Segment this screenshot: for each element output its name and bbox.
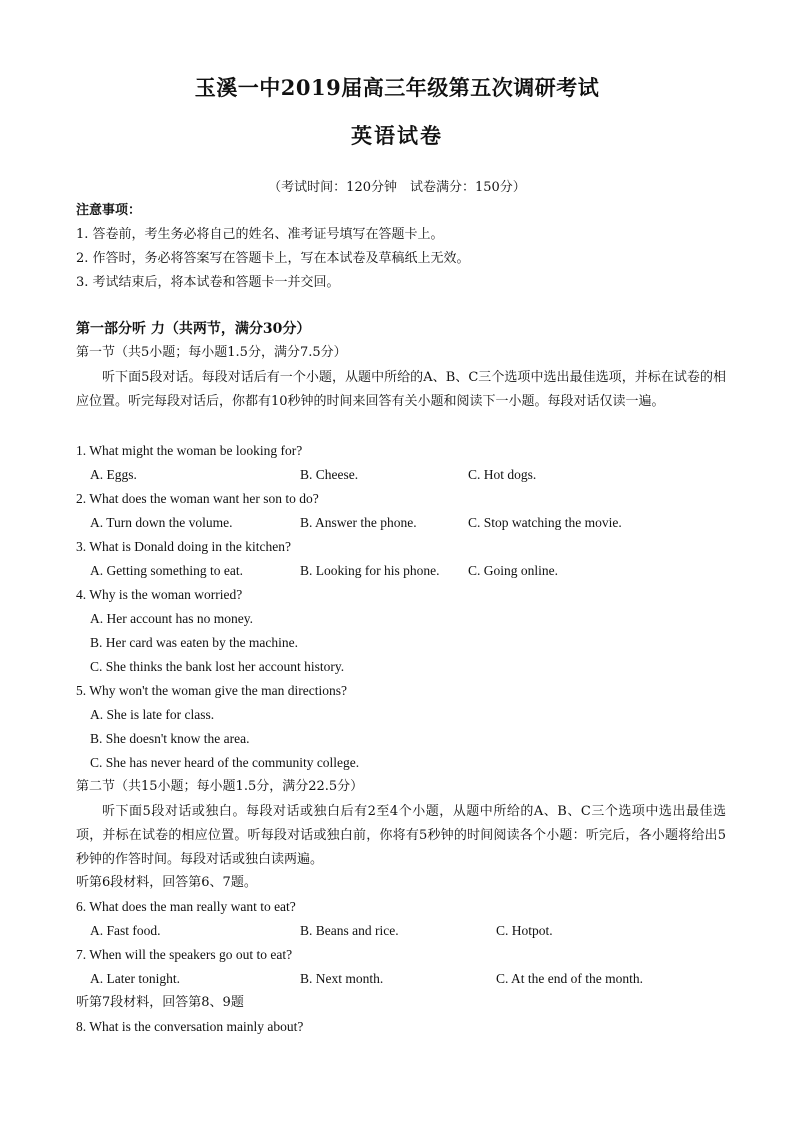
material-7-heading: 听第7段材料，回答第8、9题 — [76, 995, 244, 1010]
q3-option-c: C. Going online. — [468, 563, 558, 578]
exam-info: （考试时间：120分钟 试卷满分：150分） — [268, 180, 526, 195]
q6-option-b: B. Beans and rice. — [300, 923, 399, 938]
notes-heading: 注意事项： — [76, 203, 142, 218]
q5-option-b: B. She doesn't know the area. — [90, 731, 250, 746]
question-8: 8. What is the conversation mainly about? — [76, 1019, 304, 1034]
section2-heading: 第二节（共15小题；每小题1.5分，满分22.5分） — [76, 779, 364, 794]
q1-option-b: B. Cheese. — [300, 467, 359, 482]
part1-heading: 第一部分听 力（共两节，满分30分） — [76, 321, 311, 337]
question-3: 3. What is Donald doing in the kitchen? — [76, 539, 291, 554]
q2-option-b: B. Answer the phone. — [300, 515, 417, 530]
question-1: 1. What might the woman be looking for? — [76, 443, 303, 458]
section1-heading: 第一节（共5小题；每小题1.5分，满分7.5分） — [76, 345, 347, 360]
question-7: 7. When will the speakers go out to eat? — [76, 947, 293, 962]
q1-option-c: C. Hot dogs. — [468, 467, 537, 482]
q7-option-a: A. Later tonight. — [90, 971, 180, 986]
q6-option-a: A. Fast food. — [90, 923, 161, 938]
q2-option-c: C. Stop watching the movie. — [468, 515, 622, 530]
q7-option-c: C. At the end of the month. — [496, 971, 643, 986]
section2-instructions: 听下面5段对话或独白。每段对话或独白后有2至4个小题，从题中所给的A、B、C三个选项中选出最佳选项，并标在试卷的相应位置。听每段对话或独白前，你将有5秒钟的时间阅读各个小题：听完后，各小题将给出5秒钟的作答时间。每段对话或独白读两遍。 — [76, 804, 726, 867]
q4-option-a: A. Her account has no money. — [90, 611, 253, 626]
question-5: 5. Why won't the woman give the man directions? — [76, 683, 347, 698]
q3-option-a: A. Getting something to eat. — [90, 563, 243, 578]
question-6: 6. What does the man really want to eat? — [76, 899, 296, 914]
section1-instructions: 听下面5段对话。每段对话后有一个小题，从题中所给的A、B、C三个选项中选出最佳选项，并标在试卷的相应位置。听完每段对话后，你都有10秒钟的时间来回答有关小题和阅读下一小题。每段对话仅读一遍。 — [76, 370, 726, 409]
exam-title: 玉溪一中2019届高三年级第五次调研考试 — [194, 75, 600, 100]
q1-option-a: A. Eggs. — [90, 467, 137, 482]
q7-option-b: B. Next month. — [300, 971, 384, 986]
q6-option-c: C. Hotpot. — [496, 923, 553, 938]
q4-option-b: B. Her card was eaten by the machine. — [90, 635, 299, 650]
note-item: 3. 考试结束后，将本试卷和答题卡一并交回。 — [76, 275, 340, 290]
q3-option-b: B. Looking for his phone. — [300, 563, 440, 578]
question-2: 2. What does the woman want her son to do? — [76, 491, 319, 506]
note-item: 2. 作答时，务必将答案写在答题卡上，写在本试卷及草稿纸上无效。 — [76, 251, 470, 266]
q5-option-c: C. She has never heard of the community college. — [90, 755, 360, 770]
q4-option-c: C. She thinks the bank lost her account history. — [90, 659, 345, 674]
q2-option-a: A. Turn down the volume. — [90, 515, 233, 530]
material-6-heading: 听第6段材料，回答第6、7题。 — [76, 875, 257, 890]
exam-subject: 英语试卷 — [351, 123, 443, 148]
note-item: 1. 答卷前，考生务必将自己的姓名、准考证号填写在答题卡上。 — [76, 227, 444, 242]
question-4: 4. Why is the woman worried? — [76, 587, 243, 602]
q5-option-a: A. She is late for class. — [90, 707, 215, 722]
